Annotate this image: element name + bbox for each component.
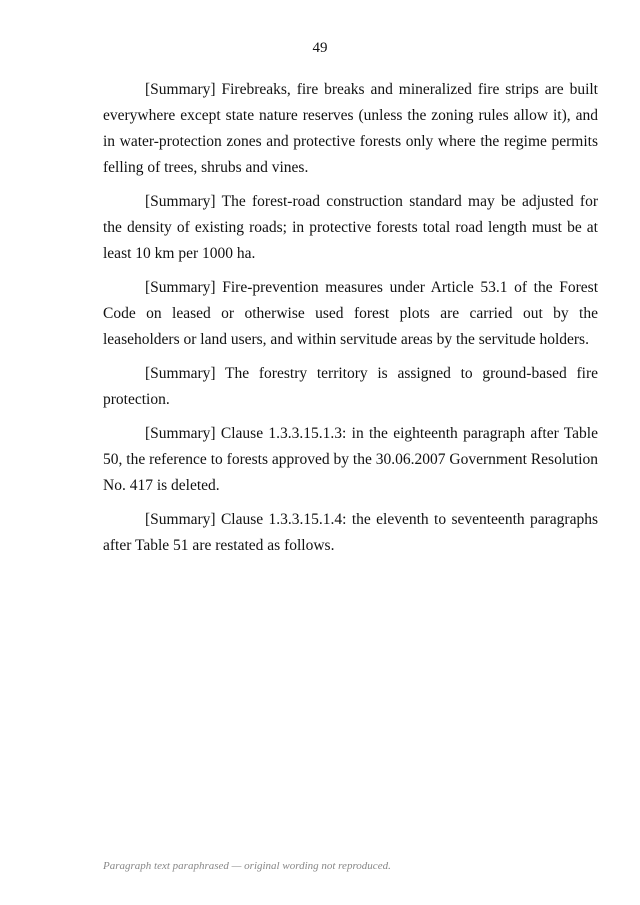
paragraph-clause-1-3-3-15-1-3: [Summary] Clause 1.3.3.15.1.3: in the eighteenth paragraph after Table 50, the reference to forests approved by the 30.06.2007 Government Resolution No. 417 is deleted. (103, 425, 598, 494)
paragraph-ground-protection: [Summary] The forestry territory is assigned to ground-based fire protection. (103, 365, 598, 408)
page-number: 49 (312, 40, 328, 56)
paragraph-road-standard: [Summary] The forest-road construction standard may be adjusted for the density of existing roads; in protective forests total road length must be at least 10 km per 1000 ha. (103, 193, 598, 262)
paragraph-firebreaks: [Summary] Firebreaks, fire breaks and mineralized fire strips are built everywhere except state nature reserves (unless the zoning rules allow it), and in water-protection zones and protective forests only where the regime permits felling of trees, shrubs and vines. (103, 81, 598, 176)
paragraph-clause-1-3-3-15-1-4: [Summary] Clause 1.3.3.15.1.4: the eleventh to seventeenth paragraphs after Table 51 are restated as follows. (103, 511, 598, 554)
paraphrase-note: Paragraph text paraphrased — original wording not reproduced. (103, 860, 391, 872)
paragraph-article-53-1: [Summary] Fire-prevention measures under Article 53.1 of the Forest Code on leased or otherwise used forest plots are carried out by the leaseholders or land users, and within servitude areas by the servitude holders. (103, 279, 598, 348)
